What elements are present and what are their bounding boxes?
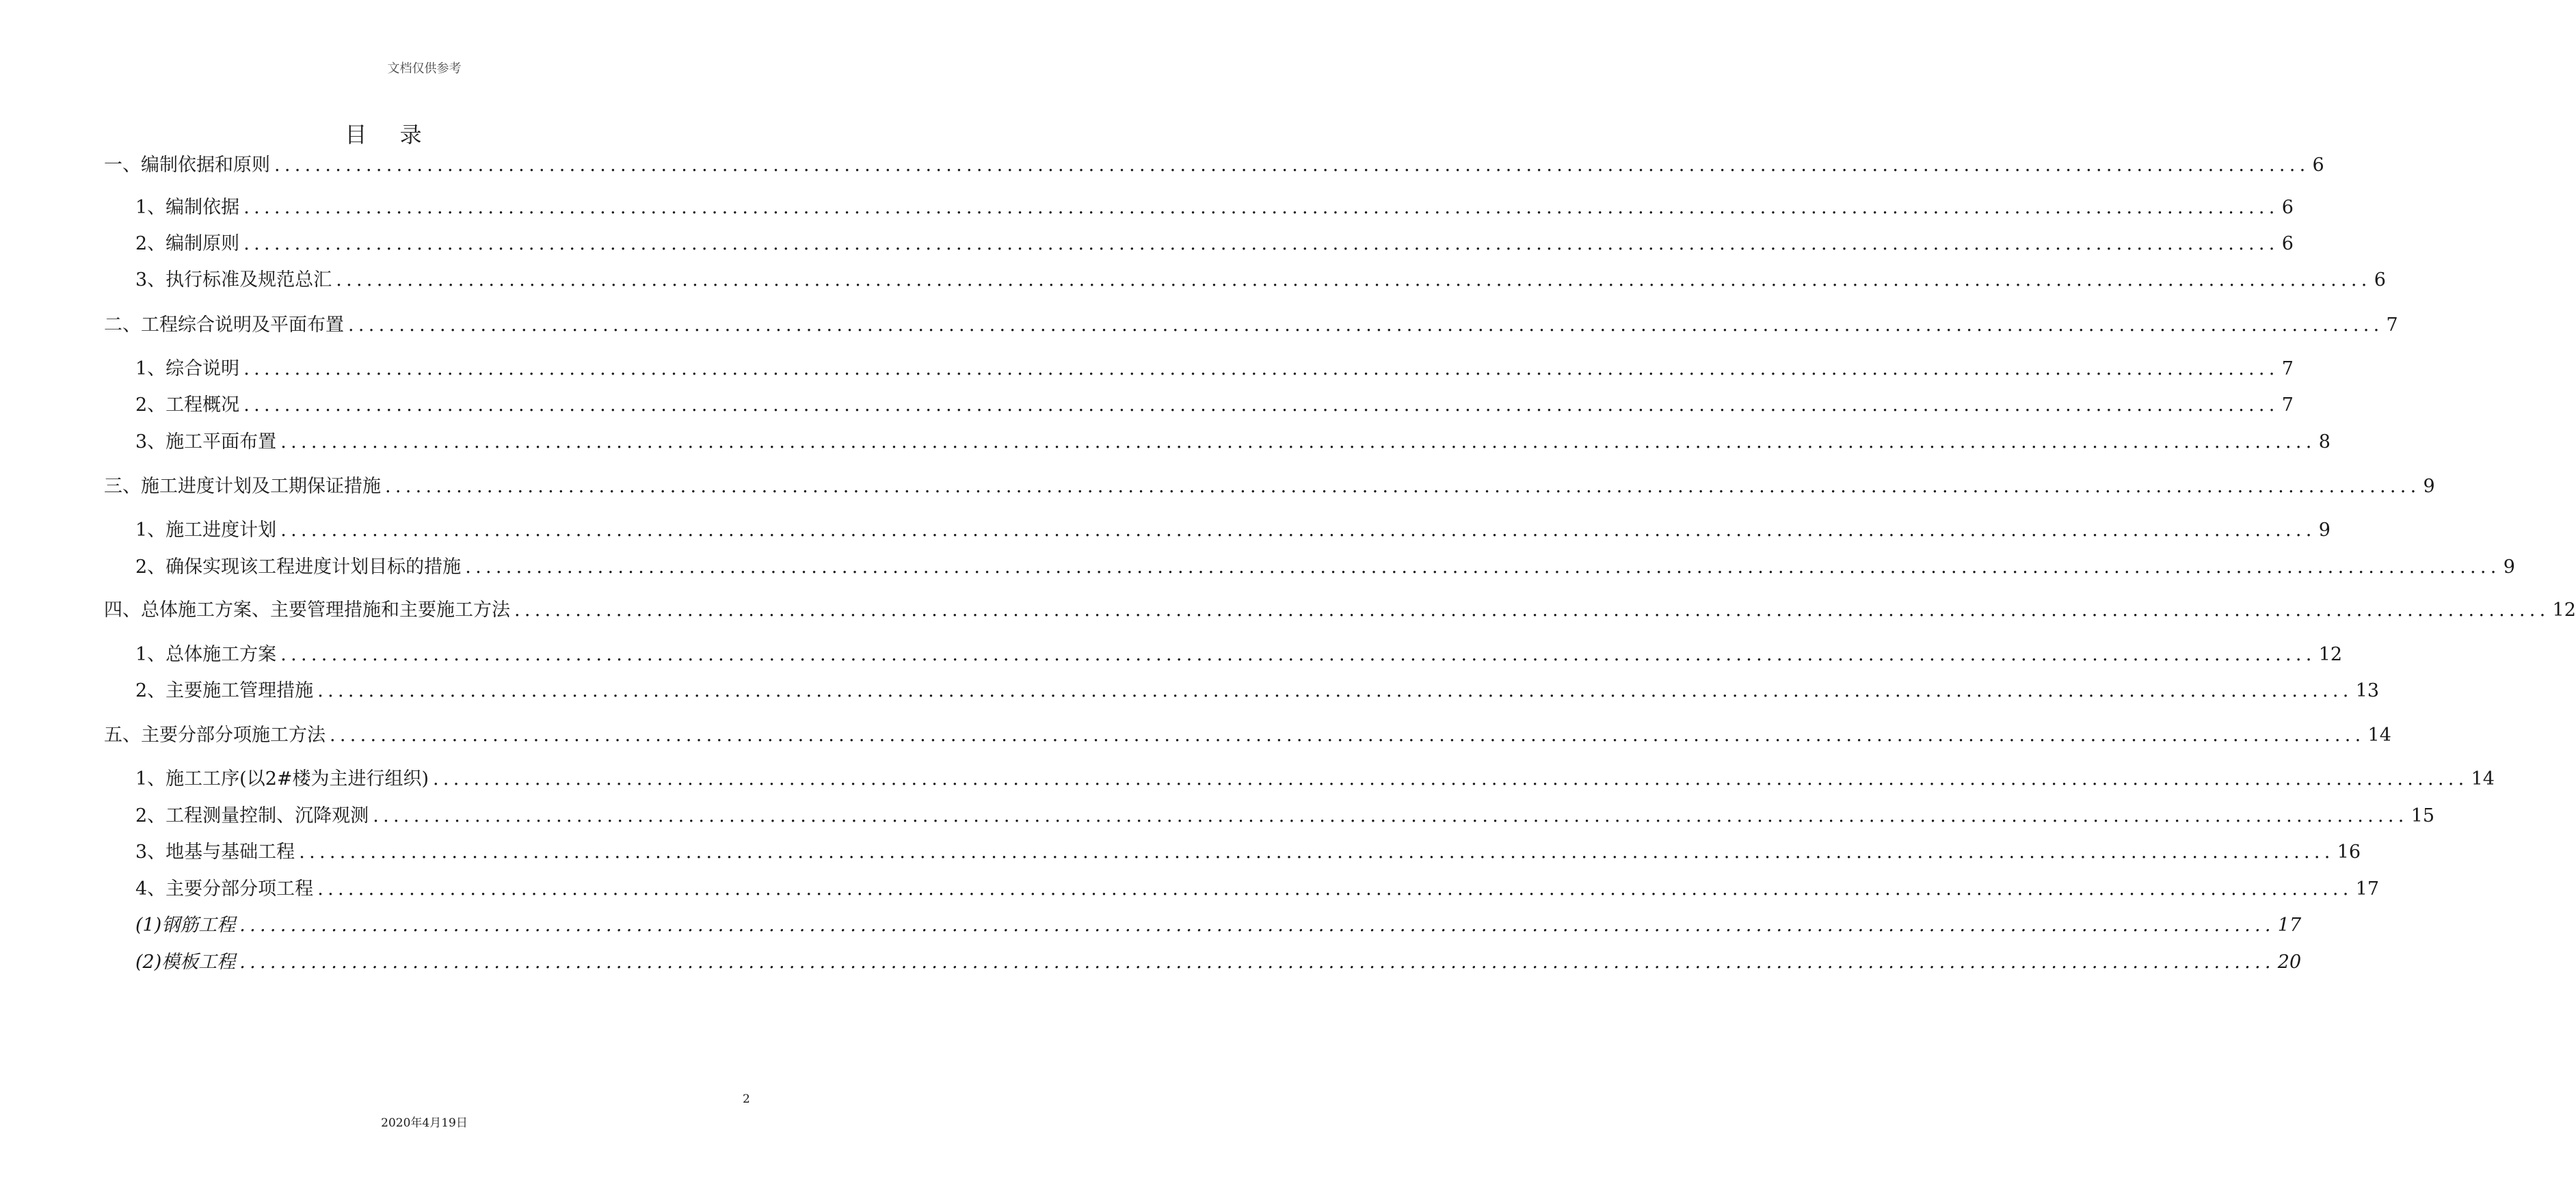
toc-entry-page: 7: [2281, 358, 2294, 379]
toc-leader-dots: ........................................................................................................................................................................................................: [243, 233, 2279, 254]
toc-entry-page: 17: [2355, 878, 2380, 900]
toc-entry-page: 20: [2277, 952, 2302, 973]
toc-entry-title: 3、施工平面布置: [135, 431, 277, 453]
toc-entry-page: 12: [2318, 644, 2343, 665]
toc-entry-title: 三、施工进度计划及工期保证措施: [104, 476, 381, 497]
toc-leader-dots: ........................................................................................................................................................................................................: [243, 358, 2279, 379]
toc-entry-page: 7: [2281, 394, 2294, 416]
toc-entry-title: 2、工程测量控制、沉降观测: [135, 805, 369, 826]
toc-entry[interactable]: [135, 517, 2331, 544]
toc-entry-title: (1)钢筋工程: [135, 915, 236, 936]
toc-entry-title: 3、执行标准及规范总汇: [135, 269, 332, 291]
toc-entry-page: 9: [2503, 556, 2515, 578]
toc-leader-dots: ........................................................................................................................................................................................................: [514, 600, 2550, 621]
toc-leader-dots: ........................................................................................................................................................................................................: [239, 952, 2275, 973]
toc-entry-title: 1、施工进度计划: [135, 520, 277, 541]
toc-entry-title: 2、主要施工管理措施: [135, 680, 314, 701]
toc-leader-dots: ........................................................................................................................................................................................................: [336, 269, 2372, 291]
toc-entry-page: 17: [2277, 915, 2302, 936]
toc-entry-page: 14: [2367, 725, 2391, 746]
toc-entry-page: 13: [2355, 680, 2380, 701]
toc-entry-page: 6: [2281, 197, 2294, 218]
toc-leader-dots: ........................................................................................................................................................................................................: [299, 841, 2335, 863]
toc-entry[interactable]: [135, 194, 2294, 221]
page-header: 文档仅供参考: [387, 62, 462, 76]
toc-entry-title: 3、地基与基础工程: [135, 841, 295, 863]
toc-leader-dots: ........................................................................................................................................................................................................: [317, 680, 2353, 701]
page-title: 目 录: [345, 122, 425, 148]
toc-entry[interactable]: [104, 152, 2324, 179]
toc-leader-dots: ........................................................................................................................................................................................................: [280, 644, 2316, 665]
toc-entry[interactable]: [135, 230, 2294, 258]
toc-entry-page: 12: [2552, 600, 2576, 621]
toc-entry[interactable]: [135, 267, 2386, 294]
toc-entry[interactable]: [135, 876, 2380, 903]
toc-entry-title: 1、总体施工方案: [135, 644, 277, 665]
toc-leader-dots: ........................................................................................................................................................................................................: [465, 556, 2501, 578]
toc-entry[interactable]: [135, 949, 2302, 976]
toc-entry-title: 一、编制依据和原则: [104, 154, 270, 176]
toc-entry[interactable]: [135, 677, 2380, 705]
toc-entry[interactable]: [135, 554, 2515, 581]
toc-entry-page: 8: [2318, 431, 2331, 453]
toc-leader-dots: ........................................................................................................................................................................................................: [385, 476, 2421, 497]
toc-entry[interactable]: [135, 641, 2343, 669]
toc-entry-page: 16: [2337, 841, 2361, 863]
toc-entry-title: 四、总体施工方案、主要管理措施和主要施工方法: [104, 600, 510, 621]
toc-entry-page: 6: [2312, 154, 2324, 176]
toc-entry[interactable]: [135, 766, 2495, 793]
toc-leader-dots: ........................................................................................................................................................................................................: [317, 878, 2353, 900]
toc-entry-title: 二、工程综合说明及平面布置: [104, 314, 344, 336]
toc-leader-dots: ........................................................................................................................................................................................................: [280, 520, 2316, 541]
toc-leader-dots: ........................................................................................................................................................................................................: [433, 768, 2469, 790]
toc-entry[interactable]: [104, 597, 2576, 624]
toc-entry-title: 2、工程概况: [135, 394, 240, 416]
toc-entry[interactable]: [104, 722, 2391, 749]
toc-entry[interactable]: [104, 312, 2398, 339]
toc-leader-dots: ........................................................................................................................................................................................................: [243, 197, 2279, 218]
toc-entry[interactable]: [135, 392, 2294, 419]
toc-entry-page: 15: [2411, 805, 2435, 826]
toc-leader-dots: ........................................................................................................................................................................................................: [239, 915, 2275, 936]
toc-entry[interactable]: [135, 839, 2361, 866]
toc-entry[interactable]: [135, 429, 2331, 456]
toc-entry-title: 2、确保实现该工程进度计划目标的措施: [135, 556, 462, 578]
toc-entry-title: 4、主要分部分项工程: [135, 878, 314, 900]
page-number: 2: [743, 1092, 750, 1106]
page-footer-date: 2020年4月19日: [381, 1116, 468, 1130]
toc-entry-page: 9: [2318, 520, 2331, 541]
toc-entry-page: 7: [2386, 314, 2398, 336]
toc-entry-title: 1、编制依据: [135, 197, 240, 218]
toc-leader-dots: ........................................................................................................................................................................................................: [330, 725, 2365, 746]
toc-entry-page: 6: [2281, 233, 2294, 254]
toc-entry-page: 6: [2374, 269, 2386, 291]
toc-entry[interactable]: [135, 355, 2294, 383]
toc-entry[interactable]: [135, 912, 2302, 939]
toc-entry-title: 1、施工工序(以2#楼为主进行组织): [135, 768, 429, 790]
toc-entry-title: 2、编制原则: [135, 233, 240, 254]
toc-entry-title: 1、综合说明: [135, 358, 240, 379]
toc-entry[interactable]: [104, 473, 2435, 500]
toc-leader-dots: ........................................................................................................................................................................................................: [280, 431, 2316, 453]
toc-entry-page: 14: [2471, 768, 2495, 790]
toc-entry[interactable]: [135, 803, 2435, 830]
toc-leader-dots: ........................................................................................................................................................................................................: [243, 394, 2279, 416]
toc-leader-dots: ........................................................................................................................................................................................................: [274, 154, 2310, 176]
toc-entry-title: (2)模板工程: [135, 952, 236, 973]
toc-entry-title: 五、主要分部分项施工方法: [104, 725, 326, 746]
toc-entry-page: 9: [2423, 476, 2435, 497]
toc-leader-dots: ........................................................................................................................................................................................................: [373, 805, 2408, 826]
toc-leader-dots: ........................................................................................................................................................................................................: [348, 314, 2384, 336]
